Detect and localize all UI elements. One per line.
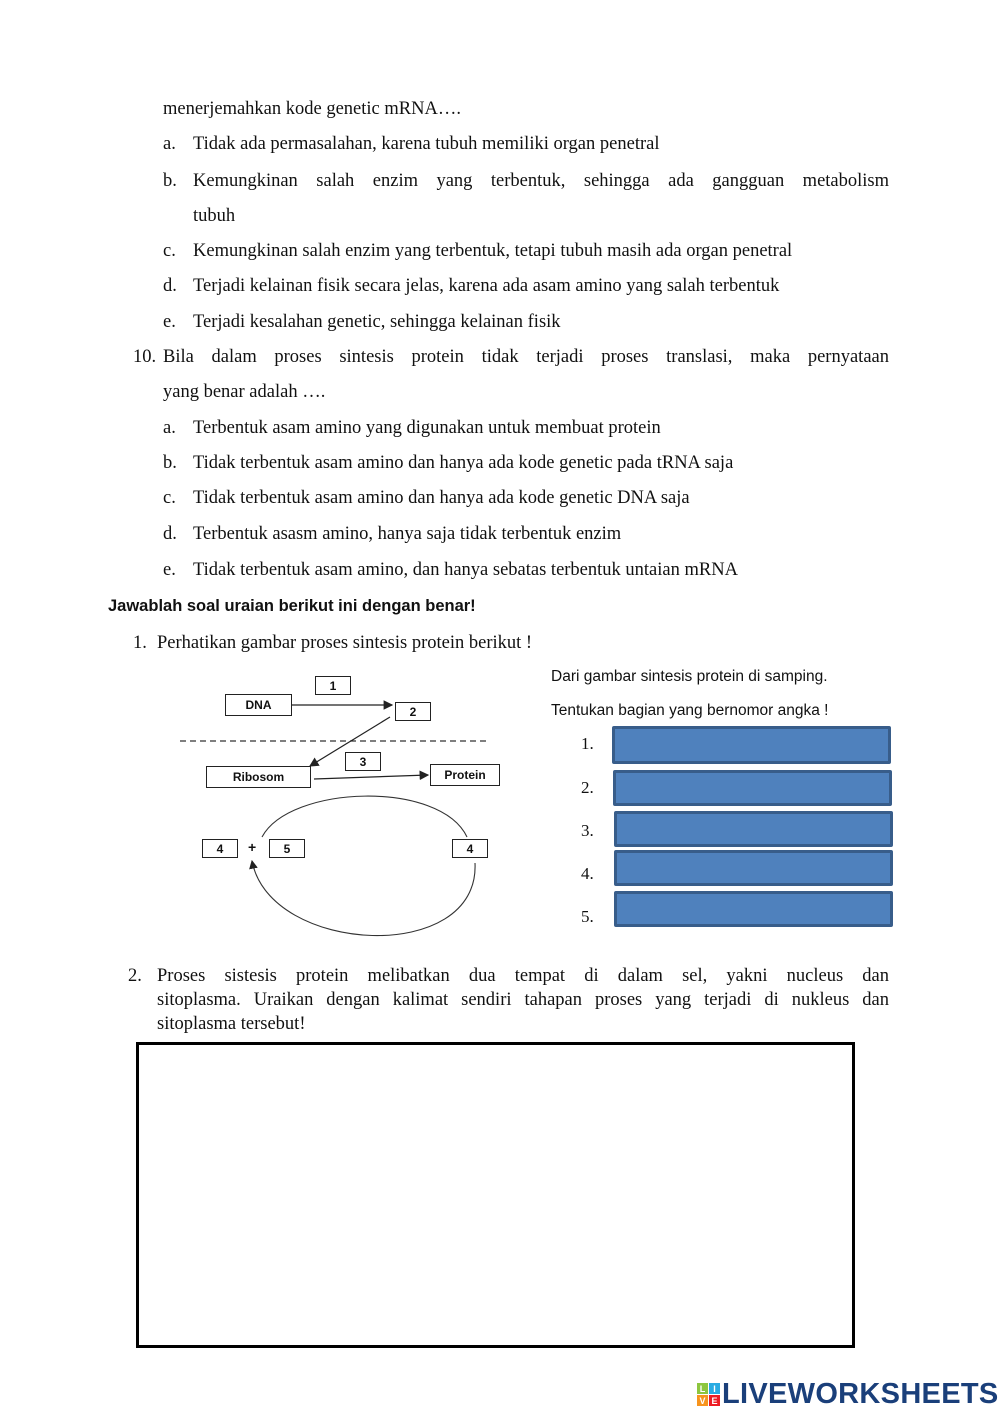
answer-input-4[interactable] — [614, 850, 893, 886]
protein-box: Protein — [430, 764, 500, 786]
ribosom-box: Ribosom — [206, 766, 311, 788]
answer-input-3[interactable] — [614, 811, 893, 847]
answer-label-4: 4. — [581, 864, 594, 883]
q9-option-b: Kemungkinan salah enzim yang terbentuk, sehingga ada gangguan metabolism — [193, 171, 889, 191]
label-box-5: 5 — [269, 839, 305, 858]
answer-input-5[interactable] — [614, 891, 893, 927]
dna-box: DNA — [225, 694, 292, 716]
q9-option-b-cont: tubuh — [193, 206, 236, 226]
q9-option-e-letter: e. — [163, 312, 176, 332]
protein-synthesis-diagram — [170, 665, 510, 945]
q9-option-c: Kemungkinan salah enzim yang terbentuk, tetapi tubuh masih ada organ penetral — [193, 241, 793, 261]
essay1-number: 1. — [133, 633, 147, 653]
q10-option-c-letter: c. — [163, 488, 176, 508]
q10-option-a: Terbentuk asam amino yang digunakan untuk membuat protein — [193, 418, 661, 438]
essay1-side-text-2: Tentukan bagian yang bernomor angka ! — [551, 702, 829, 719]
answer-label-2: 2. — [581, 778, 594, 797]
answer-input-2[interactable] — [613, 770, 892, 806]
q9-continuation: menerjemahkan kode genetic mRNA…. — [163, 99, 461, 119]
q10-option-e: Tidak terbentuk asam amino, dan hanya sebatas terbentuk untaian mRNA — [193, 560, 738, 580]
essay2-line3: sitoplasma tersebut! — [157, 1014, 306, 1034]
q10-stem-line1: Bila dalam proses sintesis protein tidak terjadi proses translasi, maka pernyataan — [163, 347, 889, 367]
label-box-4-left: 4 — [202, 839, 238, 858]
diagram-arrows — [170, 665, 510, 945]
q10-option-d: Terbentuk asasm amino, hanya saja tidak terbentuk enzim — [193, 524, 622, 544]
logo-tile-v: V — [697, 1395, 708, 1406]
label-box-2: 2 — [395, 702, 431, 721]
q9-option-a: Tidak ada permasalahan, karena tubuh memiliki organ penetral — [193, 134, 660, 154]
logo-tile-l: L — [697, 1383, 708, 1394]
logo-text: LIVEWORKSHEETS — [722, 1378, 999, 1410]
q9-option-d-letter: d. — [163, 276, 177, 296]
q10-option-a-letter: a. — [163, 418, 176, 438]
essay2-line1: Proses sistesis protein melibatkan dua tempat di dalam sel, yakni nucleus dan — [157, 966, 889, 986]
logo-tiles-icon — [697, 1383, 720, 1406]
label-box-1: 1 — [315, 676, 351, 695]
essay-section-heading: Jawablah soal uraian berikut ini dengan benar! — [108, 597, 476, 615]
essay1-side-text-1: Dari gambar sintesis protein di samping. — [551, 668, 828, 685]
label-box-4-right: 4 — [452, 839, 488, 858]
q9-option-d: Terjadi kelainan fisik secara jelas, karena ada asam amino yang salah terbentuk — [193, 276, 780, 296]
answer-label-5: 5. — [581, 907, 594, 926]
q9-option-c-letter: c. — [163, 241, 176, 261]
answer-label-3: 3. — [581, 821, 594, 840]
plus-sign: + — [248, 839, 257, 855]
logo-tile-i: I — [709, 1383, 720, 1394]
q10-option-d-letter: d. — [163, 524, 177, 544]
q10-option-e-letter: e. — [163, 560, 176, 580]
q10-option-c: Tidak terbentuk asam amino dan hanya ada kode genetic DNA saja — [193, 488, 690, 508]
q9-option-b-letter: b. — [163, 171, 177, 191]
liveworksheets-logo — [697, 1378, 999, 1411]
essay2-answer-box[interactable] — [136, 1042, 855, 1348]
answer-input-1[interactable] — [612, 726, 891, 764]
label-box-3: 3 — [345, 752, 381, 771]
q10-option-b: Tidak terbentuk asam amino dan hanya ada kode genetic pada tRNA saja — [193, 453, 734, 473]
q9-option-a-letter: a. — [163, 134, 176, 154]
logo-tile-e: E — [709, 1395, 720, 1406]
essay1-prompt: Perhatikan gambar proses sintesis protein berikut ! — [157, 633, 533, 653]
q10-option-b-letter: b. — [163, 453, 177, 473]
essay2-number: 2. — [128, 966, 142, 986]
essay2-line2: sitoplasma. Uraikan dengan kalimat sendiri tahapan proses yang terjadi di nukleus dan — [157, 990, 889, 1010]
answer-label-1: 1. — [581, 734, 594, 753]
q9-option-e: Terjadi kesalahan genetic, sehingga kelainan fisik — [193, 312, 561, 332]
q10-stem-line2: yang benar adalah …. — [163, 382, 326, 402]
q10-number: 10. — [133, 347, 157, 367]
